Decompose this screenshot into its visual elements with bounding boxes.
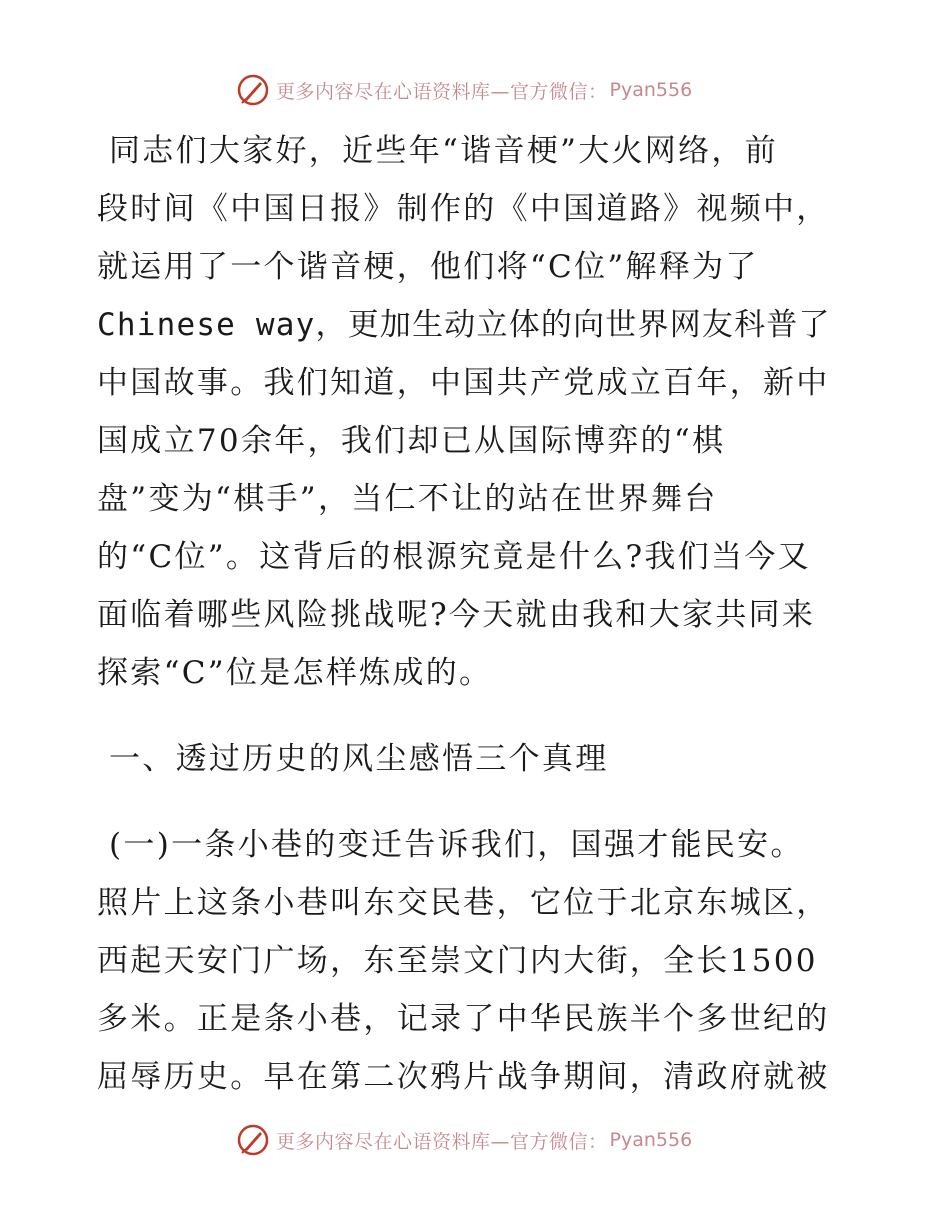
quill-logo-icon <box>236 73 270 107</box>
banner-wechat-id: Pyan556 <box>609 79 693 101</box>
intro-paragraph <box>97 122 897 702</box>
text-line: 中国故事。我们知道，中国共产党成立百年，新中 <box>97 365 830 401</box>
text-line: 国成立70余年，我们却已从国际博弈的“棋 <box>97 423 726 459</box>
text-line: Chinese way，更加生动立体的向世界网友科普了 <box>97 307 831 343</box>
text-line: 就运用了一个谐音梗，他们将“C位”解释为了 <box>97 249 759 285</box>
banner-wechat-id: Pyan556 <box>609 1129 693 1151</box>
text-line: 的“C位”。这背后的根源究竟是什么?我们当今又 <box>97 539 811 575</box>
header-banner <box>236 70 692 110</box>
text-line: 段时间《中国日报》制作的《中国道路》视频中， <box>97 191 830 227</box>
text-line: 多米。正是条小巷，记录了中华民族半个多世纪的 <box>97 1001 830 1037</box>
text-line: 照片上这条小巷叫东交民巷，它位于北京东城区， <box>97 885 830 921</box>
banner-text: 更多内容尽在心语资料库—官方微信： <box>276 80 608 103</box>
quill-logo-icon <box>236 1123 270 1157</box>
footer-banner <box>236 1120 692 1160</box>
text-line: 西起天安门广场，东至崇文门内大街，全长1500 <box>97 943 818 979</box>
section-paragraph <box>97 816 897 1106</box>
text-line: 屈辱历史。早在第二次鸦片战争期间，清政府就被 <box>97 1059 830 1095</box>
text-line: 盘”变为“棋手”，当仁不让的站在世界舞台 <box>97 481 718 517</box>
section-heading <box>97 730 897 788</box>
text-line: 面临着哪些风险挑战呢?今天就由我和大家共同来 <box>97 597 816 633</box>
document-body <box>97 122 897 1106</box>
heading-line: 一、透过历史的风尘感悟三个真理 <box>109 741 609 777</box>
text-line: (一)一条小巷的变迁告诉我们，国强才能民安。 <box>109 827 804 863</box>
banner-text: 更多内容尽在心语资料库—官方微信： <box>276 1130 608 1153</box>
text-line: 探索“C”位是怎样炼成的。 <box>97 655 493 691</box>
text-line: 同志们大家好，近些年“谐音梗”大火网络，前 <box>109 133 778 169</box>
